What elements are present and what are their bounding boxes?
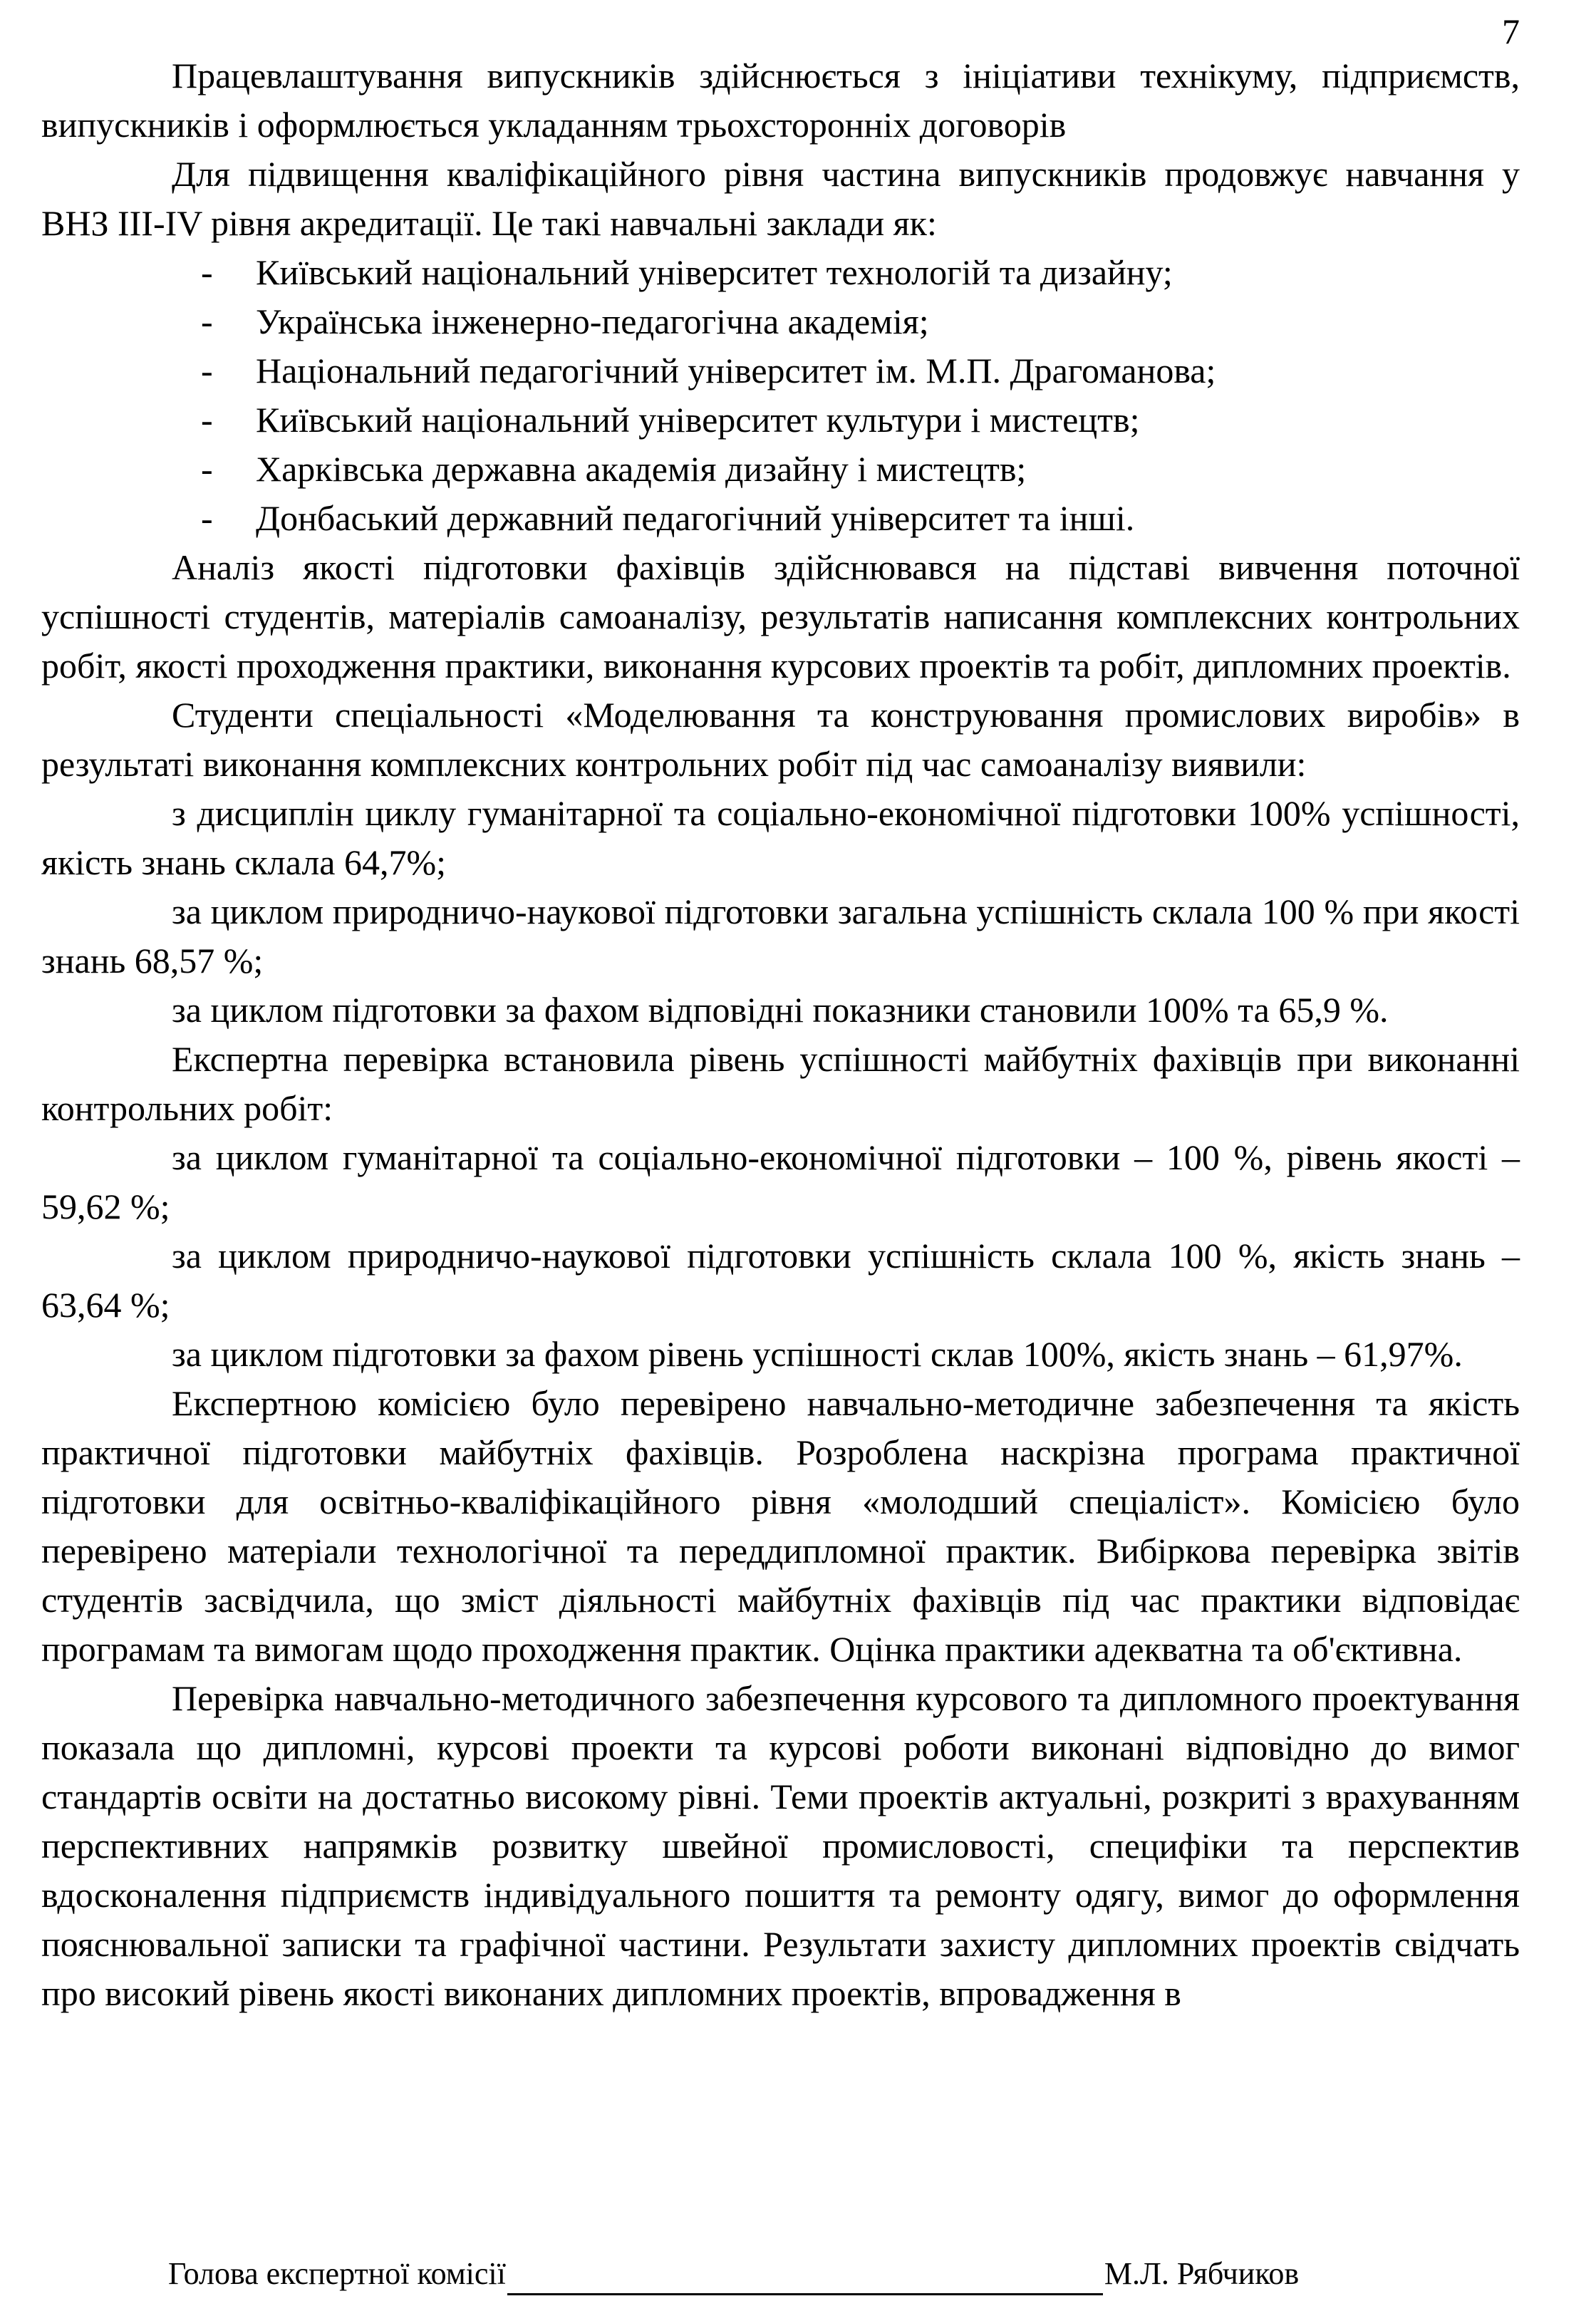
paragraph-quality-analysis: Аналіз якості підготовки фахівців здійснювався на підставі вивчення поточної успішності студентів, матеріалів самоаналізу, результатів написання комплексних контрольних робіт, якості проходження практики, виконання курсових проектів та робіт, дипломних проектів. bbox=[41, 547, 1520, 686]
paragraph-professional-self: за циклом підготовки за фахом відповідні показники становили 100% та 65,9 %. bbox=[172, 990, 1389, 1030]
paragraph-students-results: Студенти спеціальності «Моделювання та конструювання промислових виробів» в результаті виконання комплексних контрольних робіт під час самоаналізу виявили: bbox=[41, 695, 1520, 784]
bullet-dash: - bbox=[201, 351, 213, 391]
paragraph-professional-expert: за циклом підготовки за фахом рівень успішності склав 100%, якість знань – 61,97%. bbox=[172, 1334, 1463, 1374]
list-item: - Донбаський державний педагогічний університет та інші. bbox=[41, 494, 1520, 543]
paragraph-science-expert: за циклом природничо-наукової підготовки успішність склала 100 %, якість знань – 63,64 %; bbox=[41, 1236, 1520, 1325]
university-list bbox=[41, 248, 1520, 543]
paragraph-employment: Працевлаштування випускників здійснюється з ініціативи технікуму, підприємств, випускників і оформлюється укладанням трьохсторонніх договорів bbox=[41, 56, 1520, 145]
bullet-dash: - bbox=[201, 301, 213, 341]
signature-blank bbox=[507, 2262, 1103, 2295]
paragraph-humanities-self: з дисциплін циклу гуманітарної та соціально-економічної підготовки 100% успішності, якість знань склала 64,7%; bbox=[41, 793, 1520, 882]
list-item: - Українська інженерно-педагогічна академія; bbox=[41, 297, 1520, 346]
page-number: 7 bbox=[1502, 11, 1520, 51]
signature-label: Голова експертної комісії bbox=[168, 2256, 506, 2291]
bullet-dash: - bbox=[201, 449, 213, 489]
paragraph-humanities-expert: за циклом гуманітарної та соціально-економічної підготовки – 100 %, рівень якості – 59,62 %; bbox=[41, 1137, 1520, 1226]
paragraph-project-review: Перевірка навчально-методичного забезпечення курсового та дипломного проектування показала що дипломні, курсові проекти та курсові роботи виконані відповідно до вимог стандартів освіти на достатньо високому рівні. Теми проектів актуальні, розкриті з врахуванням перспективних напрямків розвитку швейної промисловості, специфіки та перспектив вдосконалення підприємств індивідуального пошиття та ремонту одягу, вимог до оформлення пояснювальної записки та графічної частини. Результати захисту дипломних проектів свідчать про високий рівень якості виконаних дипломних проектів, впровадження в bbox=[41, 1678, 1520, 2013]
signature-line bbox=[168, 2253, 1299, 2295]
paragraph-practice-review: Експертною комісією було перевірено навчально-методичне забезпечення та якість практичної підготовки майбутніх фахівців. Розроблена наскрізна програма практичної підготовки для освітньо-кваліфікаційного рівня «молодший спеціаліст». Комісією було перевірено матеріали технологічної та переддипломної практик. Вибіркова перевірка звітів студентів засвідчила, що зміст діяльності майбутніх фахівців під час практики відповідає програмам та вимогам щодо проходження практик. Оцінка практики адекватна та об'єктивна. bbox=[41, 1383, 1520, 1669]
signatory-name: М.Л. Рябчиков bbox=[1104, 2256, 1300, 2291]
document-body bbox=[41, 51, 1520, 2018]
bullet-dash: - bbox=[201, 252, 213, 292]
list-item: - Харківська державна академія дизайну і мистецтв; bbox=[41, 445, 1520, 494]
paragraph-expert-check: Експертна перевірка встановила рівень успішності майбутніх фахівців при виконанні контрольних робіт: bbox=[41, 1039, 1520, 1128]
list-item: - Національний педагогічний університет ім. М.П. Драгоманова; bbox=[41, 346, 1520, 395]
bullet-dash: - bbox=[201, 400, 213, 440]
bullet-dash: - bbox=[201, 498, 213, 538]
list-item: - Київський національний університет культури і мистецтв; bbox=[41, 395, 1520, 445]
list-item: - Київський національний університет технологій та дизайну; bbox=[41, 248, 1520, 297]
paragraph-further-education: Для підвищення кваліфікаційного рівня частина випускників продовжує навчання у ВНЗ ІІІ-ІV рівня акредитації. Це такі навчальні заклади як: bbox=[41, 154, 1520, 243]
paragraph-science-self: за циклом природничо-наукової підготовки загальна успішність склала 100 % при якості знань 68,57 %; bbox=[41, 891, 1520, 981]
